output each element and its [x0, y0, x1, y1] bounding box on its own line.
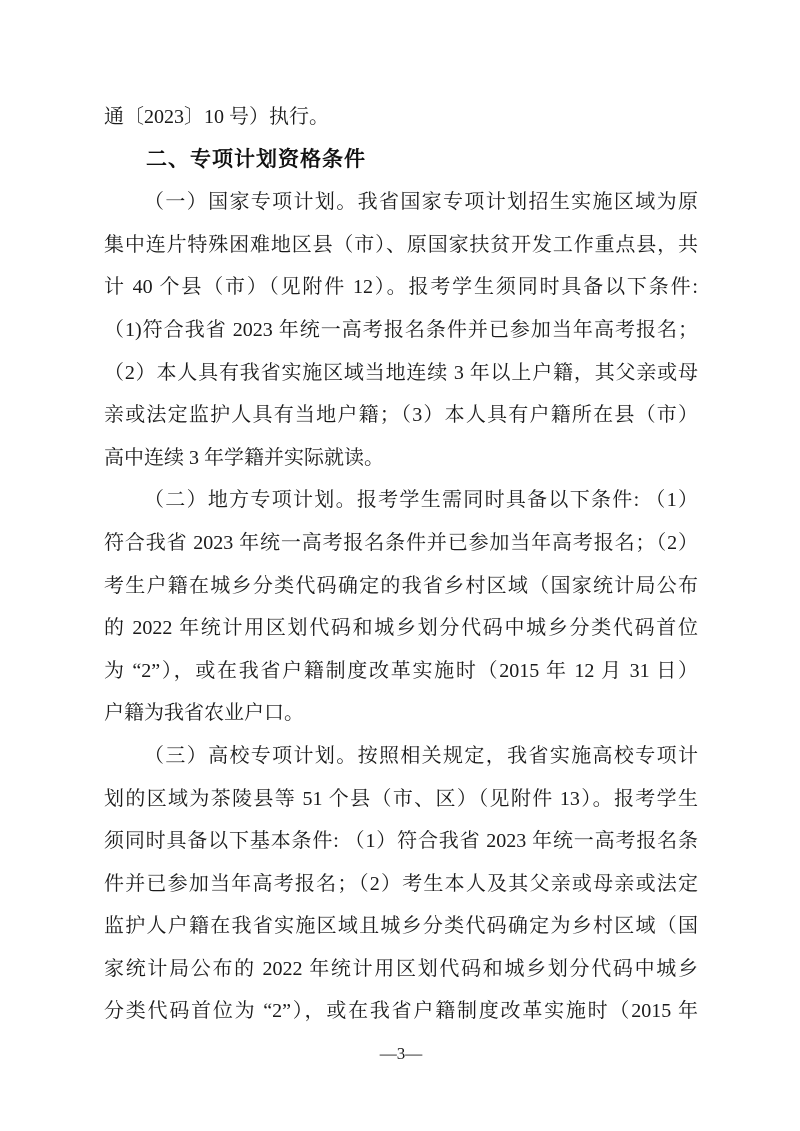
text-line: 考生户籍在城乡分类代码确定的我省乡村区域（国家统计局公布 — [104, 574, 698, 597]
text-line: 监护人户籍在我省实施区域且城乡分类代码确定为乡村区域（国 — [104, 915, 698, 938]
text-line: 集中连片特殊困难地区县（市）、原国家扶贫开发工作重点县，共 — [104, 233, 698, 256]
text-line: （1)符合我省 2023 年统一高考报名条件并已参加当年高考报名； — [104, 318, 698, 341]
text-line: 符合我省 2023 年统一高考报名条件并已参加当年高考报名；（2） — [104, 531, 698, 554]
section-heading: 二、专项计划资格条件 — [146, 147, 366, 171]
text-line: 家统计局公布的 2022 年统计用区划代码和城乡划分代码中城乡 — [104, 957, 698, 980]
text-line: 须同时具备以下基本条件: （1）符合我省 2023 年统一高考报名条 — [104, 830, 698, 853]
page-number: —3— — [379, 1044, 423, 1063]
text-line: （三）高校专项计划。按照相关规定，我省实施高校专项计 — [144, 744, 698, 767]
text-line: 户籍为我省农业户口。 — [104, 702, 304, 725]
text-line: （一）国家专项计划。我省国家专项计划招生实施区域为原 — [144, 191, 698, 214]
text-line: 计 40 个县（市）（见附件 12）。报考学生须同时具备以下条件: — [104, 276, 698, 299]
text-line: 通〔2023〕10 号）执行。 — [104, 106, 329, 128]
text-line: 的 2022 年统计用区划代码和城乡划分代码中城乡分类代码首位 — [104, 617, 698, 640]
text-line: 分类代码首位为 “2”），或在我省户籍制度改革实施时（2015 年 — [104, 1000, 698, 1023]
document-body — [104, 96, 698, 1033]
text-line: 高中连续 3 年学籍并实际就读。 — [104, 446, 384, 469]
text-line: 件并已参加当年高考报名；（2）考生本人及其父亲或母亲或法定 — [104, 872, 698, 895]
text-line: 划的区域为茶陵县等 51 个县（市、区）（见附件 13）。报考学生 — [104, 787, 698, 810]
text-line: 亲或法定监护人具有当地户籍；（3）本人具有户籍所在县（市） — [104, 404, 698, 427]
text-line: 为 “2”），或在我省户籍制度改革实施时（2015 年 12 月 31 日） — [104, 659, 698, 682]
text-line: （2）本人具有我省实施区域当地连续 3 年以上户籍，其父亲或母 — [104, 361, 698, 384]
text-line: （二）地方专项计划。报考学生需同时具备以下条件: （1） — [144, 489, 698, 512]
